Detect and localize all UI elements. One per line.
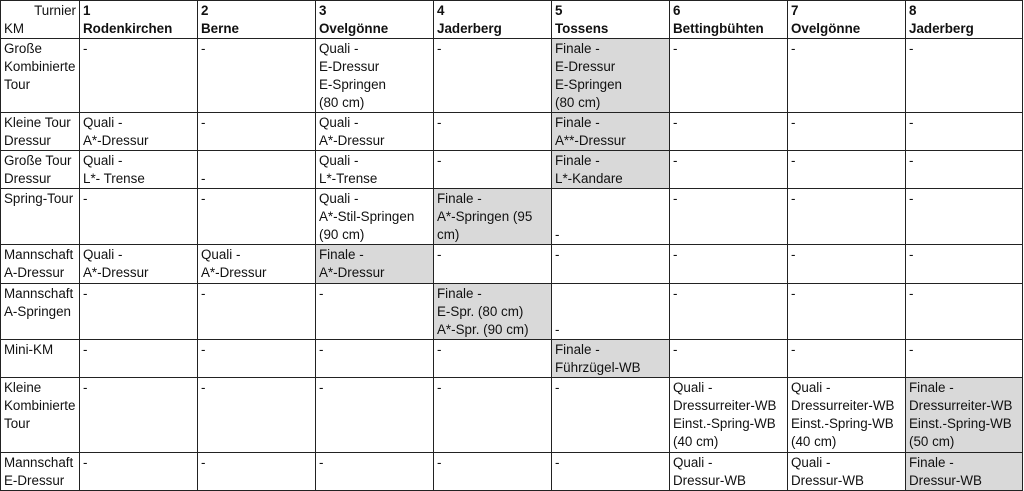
cell-line: Dressur-WB [909, 473, 982, 488]
schedule-cell [316, 378, 434, 453]
schedule-cell [552, 189, 670, 245]
cell-line: - [319, 342, 324, 357]
km-category-label: Mannschaft [4, 286, 74, 301]
km-category-cell [1, 284, 80, 340]
cell-line: - [673, 41, 678, 56]
tournament-header-1 [80, 1, 198, 39]
schedule-cell [906, 284, 1023, 340]
cell-line: Quali - [319, 41, 359, 56]
km-category-label: A-Dressur [4, 265, 65, 280]
schedule-cell [670, 151, 788, 189]
table-row [1, 340, 1023, 378]
cell-line: E-Spr. (80 cm) [437, 304, 524, 319]
schedule-cell [198, 245, 316, 284]
cell-line: Finale - [555, 41, 600, 56]
tournament-header-3 [316, 1, 434, 39]
cell-line: Einst.-Spring-WB [673, 416, 776, 431]
table-row [1, 39, 1023, 113]
cell-line: - [83, 286, 88, 301]
schedule-cell [788, 113, 906, 151]
cell-line: Dressurreiter-WB [791, 398, 895, 413]
km-category-label: Dressur [4, 133, 51, 148]
schedule-cell [434, 378, 552, 453]
cell-line: - [437, 41, 442, 56]
cell-line: A*-Dressur [83, 133, 149, 148]
tournament-header-7 [788, 1, 906, 39]
cell-line: - [909, 153, 914, 168]
cell-line [201, 152, 312, 170]
cell-line: - [791, 41, 796, 56]
schedule-cell [434, 340, 552, 378]
schedule-cell [788, 284, 906, 340]
tournament-number: 4 [437, 3, 445, 18]
schedule-cell [80, 340, 198, 378]
km-category-label: Große Tour [4, 153, 72, 168]
schedule-cell [198, 453, 316, 491]
cell-line: - [791, 153, 796, 168]
schedule-cell [788, 189, 906, 245]
cell-line: Finale - [555, 115, 600, 130]
cell-line: Finale - [555, 153, 600, 168]
km-category-label: Tour [4, 416, 31, 431]
km-category-label: Mannschaft [4, 455, 74, 470]
tournament-number: 2 [201, 3, 209, 18]
cell-line: Einst.-Spring-WB [909, 416, 1012, 431]
cell-line: - [201, 171, 206, 186]
schedule-cell [670, 189, 788, 245]
schedule-cell [316, 245, 434, 284]
cell-line: (80 cm) [319, 95, 365, 110]
tournament-number: 6 [673, 3, 681, 18]
tournament-name: Jaderberg [909, 21, 974, 36]
km-category-label: Kombinierte [4, 59, 76, 74]
schedule-cell [198, 378, 316, 453]
schedule-cell [316, 39, 434, 113]
schedule-cell [80, 189, 198, 245]
schedule-cell [80, 151, 198, 189]
schedule-cell [434, 189, 552, 245]
schedule-cell [670, 340, 788, 378]
tournament-name: Bettingbühten [673, 21, 764, 36]
schedule-cell [434, 113, 552, 151]
cell-line: Dressurreiter-WB [909, 398, 1013, 413]
schedule-cell [670, 378, 788, 453]
schedule-cell [552, 245, 670, 284]
corner-cell [1, 1, 80, 39]
km-category-label: Mini-KM [4, 342, 54, 357]
cell-line: A*-Dressur [319, 265, 385, 280]
schedule-cell [434, 284, 552, 340]
schedule-cell [316, 151, 434, 189]
cell-line: Quali - [673, 380, 713, 395]
table-row [1, 245, 1023, 284]
cell-line: - [909, 41, 914, 56]
cell-line: - [319, 455, 324, 470]
km-category-cell [1, 340, 80, 378]
table-row [1, 189, 1023, 245]
cell-line: Finale - [319, 247, 364, 262]
cell-line: Finale - [909, 380, 954, 395]
table-body [1, 39, 1023, 491]
schedule-cell [788, 39, 906, 113]
tournament-header-8 [906, 1, 1023, 39]
cell-line: Quali - [673, 455, 713, 470]
km-category-label: Große [4, 41, 42, 56]
cell-line: - [437, 153, 442, 168]
cell-line: Finale - [437, 286, 482, 301]
schedule-cell [198, 113, 316, 151]
cell-line: A*-Spr. (90 cm) [437, 322, 529, 337]
km-category-label: A-Springen [4, 304, 71, 319]
cell-line: Dressurreiter-WB [673, 398, 777, 413]
cell-line: - [791, 342, 796, 357]
cell-line: - [201, 115, 206, 130]
table-row [1, 113, 1023, 151]
cell-line: Führzügel-WB [555, 360, 641, 375]
cell-line: - [201, 286, 206, 301]
schedule-cell [670, 284, 788, 340]
cell-line: - [437, 247, 442, 262]
cell-line: (50 cm) [909, 434, 955, 449]
cell-line: - [673, 191, 678, 206]
cell-line: L*- Trense [83, 171, 145, 186]
km-category-label: Kleine Tour [4, 115, 71, 130]
km-category-label: Tour [4, 77, 31, 92]
schedule-cell [198, 39, 316, 113]
cell-line: Finale - [437, 191, 482, 206]
km-category-cell [1, 151, 80, 189]
tournament-name: Ovelgönne [791, 21, 861, 36]
cell-line: - [83, 380, 88, 395]
km-category-label: Spring-Tour [4, 191, 74, 206]
km-category-cell [1, 453, 80, 491]
cell-line: - [83, 191, 88, 206]
cell-line: A*-Dressur [201, 265, 267, 280]
cell-line: - [673, 286, 678, 301]
cell-line: E-Springen [555, 77, 622, 92]
cell-line: - [909, 115, 914, 130]
cell-line: Quali - [201, 247, 241, 262]
schedule-cell [80, 453, 198, 491]
cell-line: A*-Stil-Springen [319, 209, 415, 224]
table-row [1, 151, 1023, 189]
schedule-cell [198, 189, 316, 245]
cell-line: - [201, 380, 206, 395]
tournament-header-6 [670, 1, 788, 39]
tournament-header-2 [198, 1, 316, 39]
corner-turnier-label: Turnier [34, 3, 76, 18]
schedule-cell [670, 113, 788, 151]
cell-line: - [83, 455, 88, 470]
schedule-cell [552, 39, 670, 113]
cell-line: - [909, 342, 914, 357]
cell-line: - [555, 322, 560, 337]
km-category-label: E-Dressur [4, 473, 65, 488]
schedule-cell [198, 151, 316, 189]
km-category-cell [1, 378, 80, 453]
schedule-cell [788, 245, 906, 284]
schedule-cell [552, 284, 670, 340]
cell-line: (40 cm) [791, 434, 837, 449]
cell-line: Quali - [791, 380, 831, 395]
schedule-cell [434, 245, 552, 284]
cell-line: (90 cm) [319, 227, 365, 242]
schedule-cell [906, 340, 1023, 378]
schedule-cell [198, 284, 316, 340]
schedule-cell [906, 113, 1023, 151]
cell-line: - [201, 342, 206, 357]
schedule-cell [906, 189, 1023, 245]
schedule-cell [552, 340, 670, 378]
cell-line [555, 208, 666, 226]
km-category-cell [1, 39, 80, 113]
schedule-cell [316, 453, 434, 491]
km-category-label: Kleine [4, 380, 42, 395]
cell-line: Finale - [909, 455, 954, 470]
schedule-cell [80, 378, 198, 453]
km-category-label: Mannschaft [4, 247, 74, 262]
schedule-cell [316, 284, 434, 340]
cell-line: - [555, 455, 560, 470]
cell-line: - [201, 455, 206, 470]
schedule-cell [788, 378, 906, 453]
cell-line: - [319, 380, 324, 395]
corner-km-label: KM [4, 21, 25, 36]
schedule-cell [788, 453, 906, 491]
cell-line: - [437, 380, 442, 395]
cell-line: A**-Dressur [555, 133, 626, 148]
cell-line: A*-Dressur [319, 133, 385, 148]
cell-line: - [437, 342, 442, 357]
cell-line: A*-Springen (95 [437, 209, 533, 224]
cell-line: E-Springen [319, 77, 386, 92]
schedule-cell [80, 245, 198, 284]
km-category-cell [1, 113, 80, 151]
schedule-cell [316, 113, 434, 151]
cell-line: - [673, 115, 678, 130]
tournament-number: 7 [791, 3, 799, 18]
schedule-cell [80, 39, 198, 113]
tournament-header-4 [434, 1, 552, 39]
tournament-number: 5 [555, 3, 563, 18]
cell-line: Einst.-Spring-WB [791, 416, 894, 431]
tournament-name: Rodenkirchen [83, 21, 173, 36]
cell-line: - [673, 342, 678, 357]
km-category-cell [1, 245, 80, 284]
cell-line: - [437, 115, 442, 130]
schedule-cell [198, 340, 316, 378]
cell-line: E-Dressur [555, 59, 616, 74]
cell-line: L*-Kandare [555, 171, 623, 186]
table-row [1, 284, 1023, 340]
schedule-cell [434, 453, 552, 491]
cell-line: - [555, 227, 560, 242]
km-category-label: Dressur [4, 171, 51, 186]
header-row [1, 1, 1023, 39]
tournament-number: 1 [83, 3, 91, 18]
cell-line: - [555, 380, 560, 395]
cell-line: - [201, 41, 206, 56]
schedule-cell [552, 113, 670, 151]
cell-line: Finale - [555, 342, 600, 357]
cell-line: - [673, 247, 678, 262]
cell-line: - [319, 286, 324, 301]
cell-line: - [791, 247, 796, 262]
cell-line: Quali - [83, 247, 123, 262]
schedule-cell [434, 39, 552, 113]
cell-line: - [673, 153, 678, 168]
schedule-cell [670, 245, 788, 284]
cell-line: L*-Trense [319, 171, 378, 186]
schedule-cell [788, 151, 906, 189]
table-row [1, 378, 1023, 453]
tournament-name: Jaderberg [437, 21, 502, 36]
schedule-cell [788, 340, 906, 378]
cell-line: Quali - [83, 115, 123, 130]
schedule-cell [434, 151, 552, 189]
tournament-header-5 [552, 1, 670, 39]
cell-line: E-Dressur [319, 59, 380, 74]
km-category-cell [1, 189, 80, 245]
cell-line [555, 303, 666, 321]
schedule-cell [670, 39, 788, 113]
schedule-cell [906, 39, 1023, 113]
schedule-cell [316, 189, 434, 245]
tournament-number: 8 [909, 3, 917, 18]
cell-line: Quali - [83, 153, 123, 168]
cell-line: - [909, 286, 914, 301]
schedule-cell [316, 340, 434, 378]
cell-line: Dressur-WB [673, 473, 746, 488]
tournament-name: Ovelgönne [319, 21, 389, 36]
cell-line: (80 cm) [555, 95, 601, 110]
cell-line: Quali - [791, 455, 831, 470]
cell-line: - [83, 342, 88, 357]
schedule-cell [552, 151, 670, 189]
cell-line: - [201, 191, 206, 206]
cell-line: Quali - [319, 153, 359, 168]
cell-line: - [909, 247, 914, 262]
cell-line: Quali - [319, 191, 359, 206]
tournament-number: 3 [319, 3, 327, 18]
cell-line: Quali - [319, 115, 359, 130]
table-row [1, 453, 1023, 491]
schedule-cell [670, 453, 788, 491]
cell-line: - [791, 115, 796, 130]
cell-line: - [909, 191, 914, 206]
cell-line: cm) [437, 227, 460, 242]
cell-line [555, 285, 666, 303]
cell-line: (40 cm) [673, 434, 719, 449]
cell-line: - [791, 286, 796, 301]
schedule-cell [906, 151, 1023, 189]
cell-line: - [791, 191, 796, 206]
km-category-label: Kombinierte [4, 398, 76, 413]
schedule-cell [906, 378, 1023, 453]
schedule-cell [552, 378, 670, 453]
cell-line: - [555, 247, 560, 262]
cell-line: - [437, 455, 442, 470]
schedule-cell [552, 453, 670, 491]
tournament-name: Berne [201, 21, 239, 36]
cell-line: Dressur-WB [791, 473, 864, 488]
schedule-cell [906, 453, 1023, 491]
schedule-cell [906, 245, 1023, 284]
schedule-cell [80, 284, 198, 340]
cell-line: - [83, 41, 88, 56]
schedule-cell [80, 113, 198, 151]
cell-line: A*-Dressur [83, 265, 149, 280]
cell-line [555, 190, 666, 208]
tournament-name: Tossens [555, 21, 609, 36]
table-header [1, 1, 1023, 39]
